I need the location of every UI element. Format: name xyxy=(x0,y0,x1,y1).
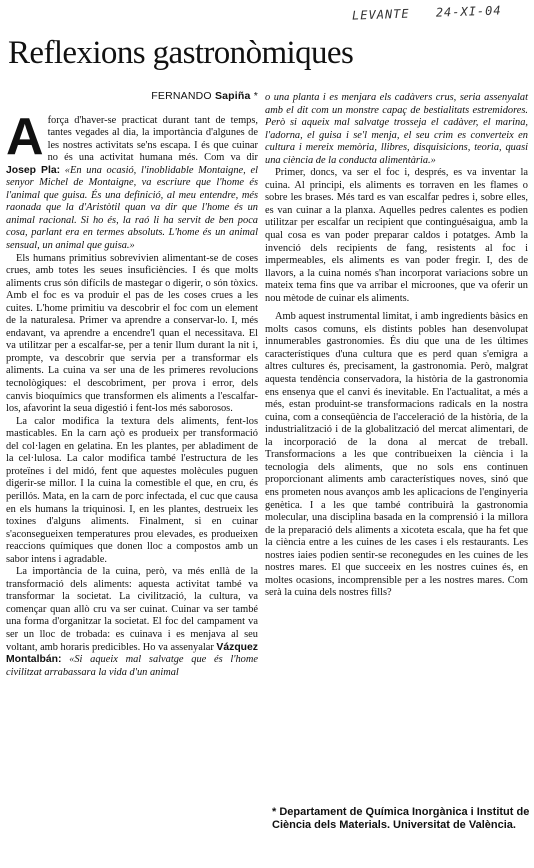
article-title: Reflexions gastronòmiques xyxy=(8,35,354,71)
date-annotation: 24-XI-04 xyxy=(435,3,503,20)
article-column-right xyxy=(265,92,528,600)
author-affiliation-footnote: * Departament de Química Inorgànica i Institut de Ciència dels Materials. Universitat de València. xyxy=(272,806,530,832)
paragraph-1-text: força d'haver-se practicat durant tant de temps, tantes vegades al dia, la importància d'algunes de les nostres activitats se'ns escapa. I és que cuinar no és una activitat humana més. Com va dir xyxy=(47,114,258,164)
byline xyxy=(6,90,258,103)
montalban-quote-continued: o una planta i es menjara els cadàvers crus, seria assenyalat amb el dit com un monstre capaç de bestialitats estremidores. Però si aqueix mal salvatge trosseja el cadàver, el marina, l'adorna, el guisa i se'l menja, el seu crim es converteix en cultura i mereix memòria, llibres, disquisicions, teoria, quasi una ciència de la conducta alimentària.» xyxy=(265,92,528,166)
paragraph-4-text: La importància de la cuina, però, va més enllà de la transformació dels aliments: aquesta activitat també va transformar la societat. La civilització, la cultura, va començar quan allò cru va ser cuinat. Cuinar va ser també una forma d'organitzar la societat. El foc del campament va ser un lloc de trobada: es cuinava i es menjava al seu voltant, amb horaris predicibles. Ho va assenyalar xyxy=(6,566,258,653)
paragraph-4 xyxy=(6,566,258,679)
author-footnote-mark: * xyxy=(253,90,258,102)
pla-quote: «En una ocasió, l'inoblidable Montaigne, el senyor Michel de Montaigne, va escriure que l'home és l'animal que guisa. És una definició, al meu entendre, més raonada que la d'Aristòtil quan va dir que l'home és un animal racional. Si ho és, la raó li ha servit de ben poca cosa, parlant era en termes absoluts. L'home és un animal sensual, un animal que guisa.» xyxy=(6,164,258,252)
paragraph-6: Amb aquest instrumental limitat, i amb ingredients bàsics en molts casos comuns, els distints pobles han desenvolupat innumerables gastronomies. És diu que una de les últimes característiques d'una cultura que es perd quan s'emigra a altres cultures és, precisament, la gastronomia. Però, malgrat aquesta tendència conservadora, la història de la gastronomia ens ensenya que el canvi és inevitable. En l'actualitat, a més a més, estan produint-se transformacions radicals en la nostra cuina, com a conseqüència de l'acceleració de la història, de la industrialització i de la globalització del mercat alimentari, de la incorporació de la dona al mercat de treball. Transformacions a les que contribueixen la ciència i la tecnologia dels aliments, que no sols ens continuen proporcionant aliments amb característiques noves, sinó que ens prometen nous avanços amb les aplicacions de l'enginyeria genètica. I a les que també contribuirà la gastronomia molecular, una disciplina basada en la comprensió i la millora de la preparació dels aliments a xicoteta escala, que ha fet que la ciència entre a les cuines de les cases i els restaurants. Les nostres iaies podien sentir-se reconegudes en les cuines de les nostres mares. El que succeeix en les nostres cuines és, en moltes ocasions, incomprensible per a les nostres mares. Com serà la cuina dels nostres fills? xyxy=(265,311,528,599)
source-annotation: LEVANTE xyxy=(352,6,411,23)
author-last-name: Sapiña xyxy=(214,90,251,102)
paragraph-1 xyxy=(6,107,258,253)
quoted-author-pla: Josep Pla: xyxy=(6,164,61,176)
author-first-name: FERNANDO xyxy=(151,90,212,102)
article-column-left xyxy=(6,90,258,679)
montalban-quote: «Si aqueix mal salvatge que és l'home civilitzat arrabassara la vida d'un animal xyxy=(6,654,258,678)
paragraph-5: Primer, doncs, va ser el foc i, després, es va inventar la cuina. Al principi, els aliments es torraven en les flames o sobre les brases. Més tard es van escalfar pedres i, sobre elles, es van cuinar a la planxa. Aquelles pedres calentes es podien utilitzar per escalfar un recipient que continguésaigua, amb la qual cosa es van poder preparar caldos i potatges. Amb la invenció dels recipients de fang, resistents al foc i impermeables, els aliments es van poder fregir. I, des de llavors, a la cuina només s'han incorporat variacions sobre un mateix tema fins que va arribar el microones, que va oferir un nou mètode de cuinar els aliments. xyxy=(265,167,528,304)
handwritten-source-note xyxy=(352,3,502,22)
paragraph-3: La calor modifica la textura dels aliments, fent-los masticables. En la carn açò es produeix per transformació del col·lagen en gelatina. En les plantes, per abladiment de la cel·lulosa. La calor modifica també l'estructura de les proteïnes i del midó, fent que aquestes molècules puguen digerir-se millor. I la cuina la comestible el que, en cru, és perillós. Mata, en la carn de porc infectada, el cuc que causa en els humans la triquinosi. I, en les plantes, destrueix les toxines d'alguns aliments. Finalment, si en cuinar s'aconsegueixen temperatures prou elevades, es produeixen reaccions químiques que donen lloc a compostos amb un sabor intens i agradable. xyxy=(6,415,258,565)
paragraph-2: Els humans primitius sobrevivien alimentant-se de coses crues, amb totes les seues insuficiències. I és que molts aliments crus són difícils de mastegar o digerir, o són tòxics. Amb el foc es va produir el pas de les coses crues a les cuites. L'home primitiu va descobrir el foc com un element de la naturalesa. Primer va aprendre a conservar-lo. I, més endavant, va aprendre a encendre'l quan el necessitava. El va utilitzar per a escalfar-se, per a tenir llum durant la nit i, prompte, va descobrir que servia per a transformar els aliments. La cuina va ser una de les primeres revolucions tecnològiques: el descobriment, per prova i error, dels canvis bioquímics que transformen els aliments a l'escalfar-los, afavorint la seua digestió i fent-los més saborosos. xyxy=(6,252,258,415)
quoted-author-montalban: Vázquez Montalbán: xyxy=(6,641,258,666)
drop-cap: A xyxy=(6,107,44,166)
